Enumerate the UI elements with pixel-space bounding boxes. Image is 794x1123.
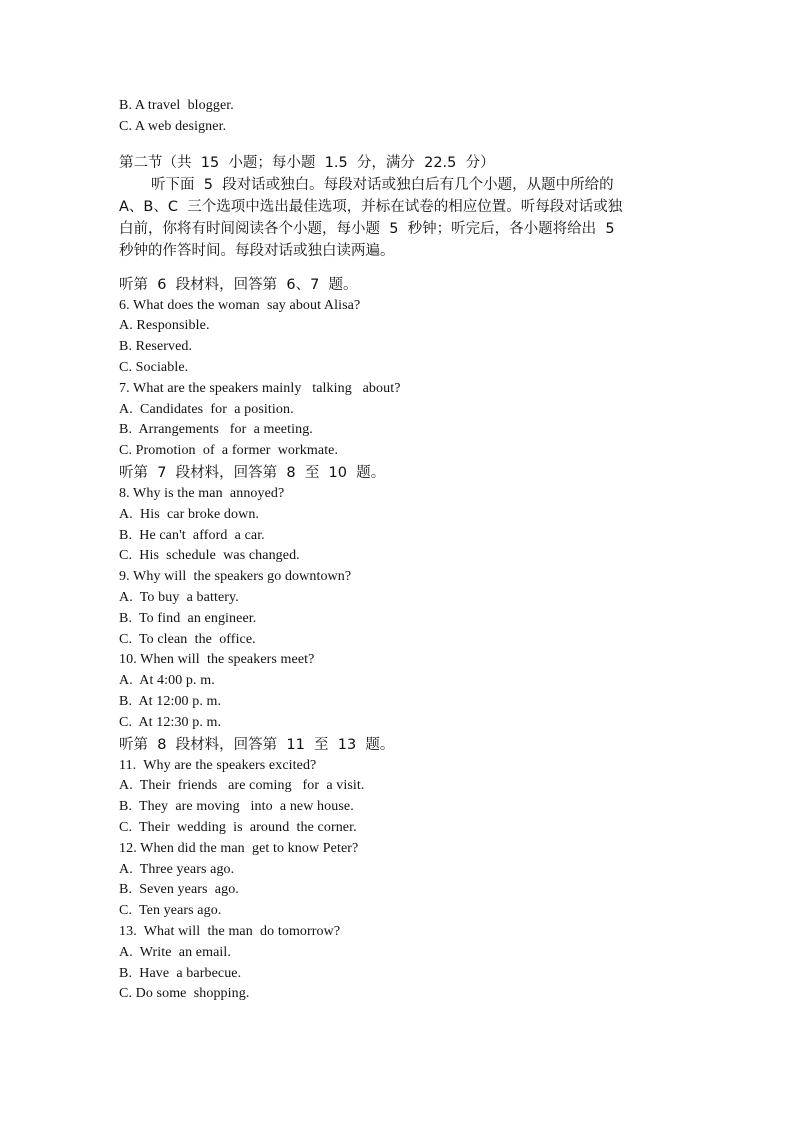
section-heading: 第二节（共 15 小题；每小题 1.5 分，满分 22.5 分）: [119, 154, 495, 171]
instruction-line-2: A、B、C 三个选项中选出最佳选项，并标在试卷的相应位置。听每段对话或独: [119, 198, 623, 215]
question-6-option-a: A. Responsible.: [119, 318, 210, 334]
question-6: 6. What does the woman say about Alisa?: [119, 297, 361, 313]
instruction-line-3: 白前，你将有时间阅读各个小题，每小题 5 秒钟；听完后，各小题将给出 5: [119, 220, 615, 237]
question-9-option-c: C. To clean the office.: [119, 631, 256, 647]
option-b-travel-blogger: B. A travel blogger.: [119, 98, 234, 113]
question-9-option-b: B. To find an engineer.: [119, 610, 257, 626]
question-7-option-c: C. Promotion of a former workmate.: [119, 443, 339, 459]
question-10-option-b: B. At 12:00 p. m.: [119, 693, 222, 709]
question-6-option-b: B. Reserved.: [119, 339, 193, 355]
question-8: 8. Why is the man annoyed?: [119, 485, 285, 501]
question-12-option-b: B. Seven years ago.: [119, 882, 239, 898]
question-6-option-c: C. Sociable.: [119, 359, 189, 375]
question-10-option-c: C. At 12:30 p. m.: [119, 714, 222, 730]
question-13-option-a: A. Write an email.: [119, 944, 231, 960]
instruction-line-4: 秒钟的作答时间。每段对话或独白读两遍。: [119, 242, 395, 259]
question-10: 10. When will the speakers meet?: [119, 652, 315, 668]
question-9-option-a: A. To buy a battery.: [119, 589, 239, 605]
question-8-option-b: B. He can't afford a car.: [119, 527, 265, 543]
material-heading-8: 听第 8 段材料，回答第 11 至 13 题。: [119, 736, 395, 753]
exam-page: [119, 96, 679, 1005]
question-8-option-a: A. His car broke down.: [119, 506, 260, 522]
question-7: 7. What are the speakers mainly talking about?: [119, 380, 401, 396]
question-12-option-c: C. Ten years ago.: [119, 903, 222, 919]
question-12-option-a: A. Three years ago.: [119, 861, 235, 877]
question-13: 13. What will the man do tomorrow?: [119, 923, 341, 939]
question-11-option-b: B. They are moving into a new house.: [119, 799, 354, 815]
option-c-web-designer: C. A web designer.: [119, 118, 227, 134]
question-7-option-a: A. Candidates for a position.: [119, 401, 294, 417]
question-11-option-c: C. Their wedding is around the corner.: [119, 819, 357, 835]
instruction-line-1: 听下面 5 段对话或独白。每段对话或独白后有几个小题，从题中所给的: [151, 176, 614, 193]
question-11-option-a: A. Their friends are coming for a visit.: [119, 778, 365, 794]
material-heading-7: 听第 7 段材料，回答第 8 至 10 题。: [119, 464, 386, 481]
question-12: 12. When did the man get to know Peter?: [119, 840, 359, 856]
spacer: [119, 262, 679, 274]
spacer: [119, 138, 679, 152]
question-13-option-c: C. Do some shopping.: [119, 986, 250, 1002]
question-10-option-a: A. At 4:00 p. m.: [119, 673, 215, 689]
question-9: 9. Why will the speakers go downtown?: [119, 569, 352, 585]
question-7-option-b: B. Arrangements for a meeting.: [119, 422, 313, 438]
question-13-option-b: B. Have a barbecue.: [119, 965, 242, 981]
material-heading-6: 听第 6 段材料，回答第 6、7 题。: [119, 276, 358, 293]
question-11: 11. Why are the speakers excited?: [119, 757, 317, 773]
question-8-option-c: C. His schedule was changed.: [119, 548, 300, 564]
